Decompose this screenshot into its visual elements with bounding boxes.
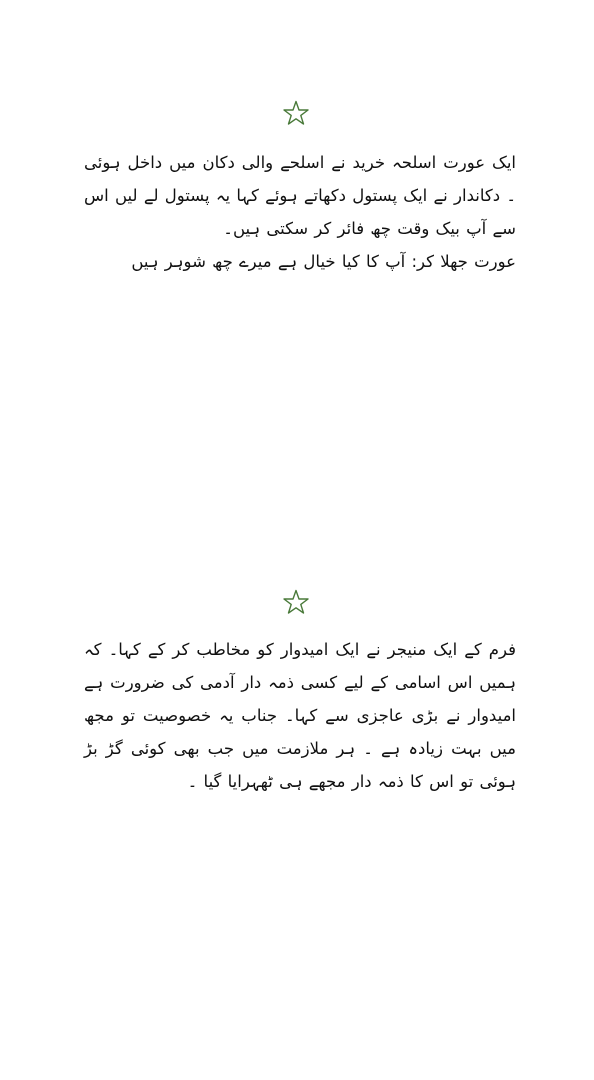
star-icon xyxy=(283,100,309,126)
joke-1-paragraph-1: ایک عورت اسلحہ خرید نے اسلحے والی دکان میں داخل ہوئی ۔ دکاندار نے ایک پستول دکھاتے ہوئے کہا یہ پستول لے لیں اس سے آپ بیک وقت چھ فائر کر سکتی ہیں۔ xyxy=(84,153,516,238)
joke-block-2 xyxy=(84,633,516,798)
star-icon xyxy=(283,589,309,615)
joke-1-paragraph-2: عورت جھلا کر: آپ کا کیا خیال ہے میرے چھ شوہر ہیں xyxy=(131,252,516,271)
joke-block-1 xyxy=(84,146,516,278)
joke-2-paragraph-1: فرم کے ایک منیجر نے ایک امیدوار کو مخاطب کر کے کہا۔ کہ ہمیں اس اسامی کے لیے کسی ذمہ دار آدمی کی ضرورت ہے امیدوار نے بڑی عاجزی سے کہا۔ جناب یہ خصوصیت تو مجھ میں بہت زیادہ ہے ۔ ہر ملازمت میں جب بھی کوئی گڑ بڑ ہوئی تو اس کا ذمہ دار مجھے ہی ٹھہرایا گیا ۔ xyxy=(84,640,516,791)
